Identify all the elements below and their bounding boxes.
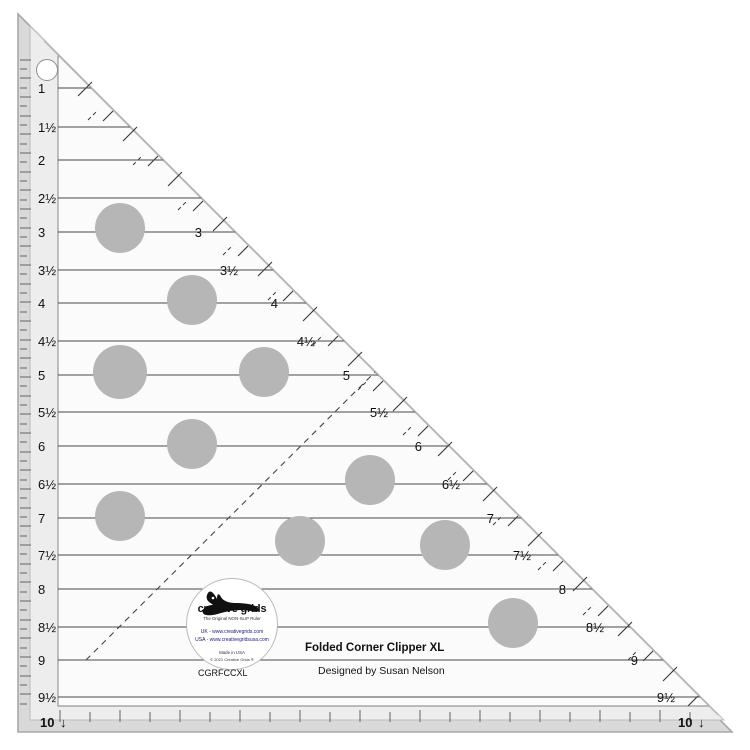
bottom-right-marker: 10: [678, 715, 693, 730]
scale-label-right-5: 5: [342, 368, 350, 383]
scale-label-right-7h: 7½: [512, 548, 531, 563]
grip-dot: [167, 419, 217, 469]
scale-label-right-3h: 3½: [219, 263, 238, 278]
product-title: Folded Corner Clipper XL: [305, 642, 445, 654]
scale-label-left-8h: 8½: [38, 620, 57, 635]
grip-dot: [420, 520, 470, 570]
scale-label-left-7: 7: [38, 511, 46, 526]
scale-label-right-3: 3: [194, 225, 202, 240]
scale-label-left-9: 9: [38, 653, 46, 668]
scale-label-left-4h: 4½: [38, 334, 57, 349]
scale-label-left-7h: 7½: [38, 548, 57, 563]
grip-dot: [275, 516, 325, 566]
scale-label-right-6: 6: [414, 439, 422, 454]
grip-dot: [239, 347, 289, 397]
grip-dot: [488, 598, 538, 648]
brand-logo: [186, 578, 278, 670]
scale-label-left-4: 4: [38, 296, 46, 311]
scale-label-left-6h: 6½: [38, 477, 57, 492]
bottom-left-marker: 10: [40, 715, 55, 730]
made-in-label: Made in USA: [219, 650, 245, 655]
brand-uk-site: UK - www.creativegrids.com: [200, 629, 264, 635]
scale-label-right-5h: 5½: [369, 405, 388, 420]
grip-dot: [167, 275, 217, 325]
grip-dot: [93, 345, 147, 399]
hanging-hole: [36, 59, 58, 81]
scale-label-left-2h: 2½: [38, 191, 57, 206]
rabbit-icon: [187, 579, 277, 669]
scale-label-right-7: 7: [486, 511, 494, 526]
scale-label-left-8: 8: [38, 582, 46, 597]
scale-label-right-9: 9: [630, 653, 638, 668]
scale-label-right-4: 4: [270, 296, 278, 311]
designer-credit: Designed by Susan Nelson: [318, 665, 445, 677]
scale-label-left-3h: 3½: [38, 263, 57, 278]
bottom-right-arrow-icon: ↓: [698, 715, 705, 730]
scale-label-left-9h: 9½: [38, 690, 57, 705]
brand-tagline: The Original NON-SLIP Ruler: [203, 616, 261, 621]
product-sku: CGRFCCXL: [198, 668, 248, 678]
grip-dot: [95, 203, 145, 253]
scale-label-right-8: 8: [558, 582, 566, 597]
scale-label-left-5: 5: [38, 368, 46, 383]
scale-label-left-6: 6: [38, 439, 46, 454]
scale-label-left-1: 1: [38, 81, 46, 96]
scale-label-left-3: 3: [38, 225, 46, 240]
scale-label-right-4h: 4½: [296, 334, 315, 349]
brand-usa-site: USA - www.creativegridsusa.com: [195, 637, 269, 643]
grip-dot: [95, 491, 145, 541]
scale-label-right-8h: 8½: [585, 620, 604, 635]
brand-name: creative grids: [197, 603, 267, 615]
scale-label-left-2: 2: [38, 153, 46, 168]
bottom-left-arrow-icon: ↓: [60, 715, 67, 730]
grip-dot: [345, 455, 395, 505]
scale-label-left-1h: 1½: [38, 120, 57, 135]
scale-label-left-5h: 5½: [38, 405, 57, 420]
scale-label-right-6h: 6½: [441, 477, 460, 492]
copyright-label: © 2021 Creative Grids ®: [210, 657, 254, 662]
scale-label-right-9h: 9½: [656, 690, 675, 705]
